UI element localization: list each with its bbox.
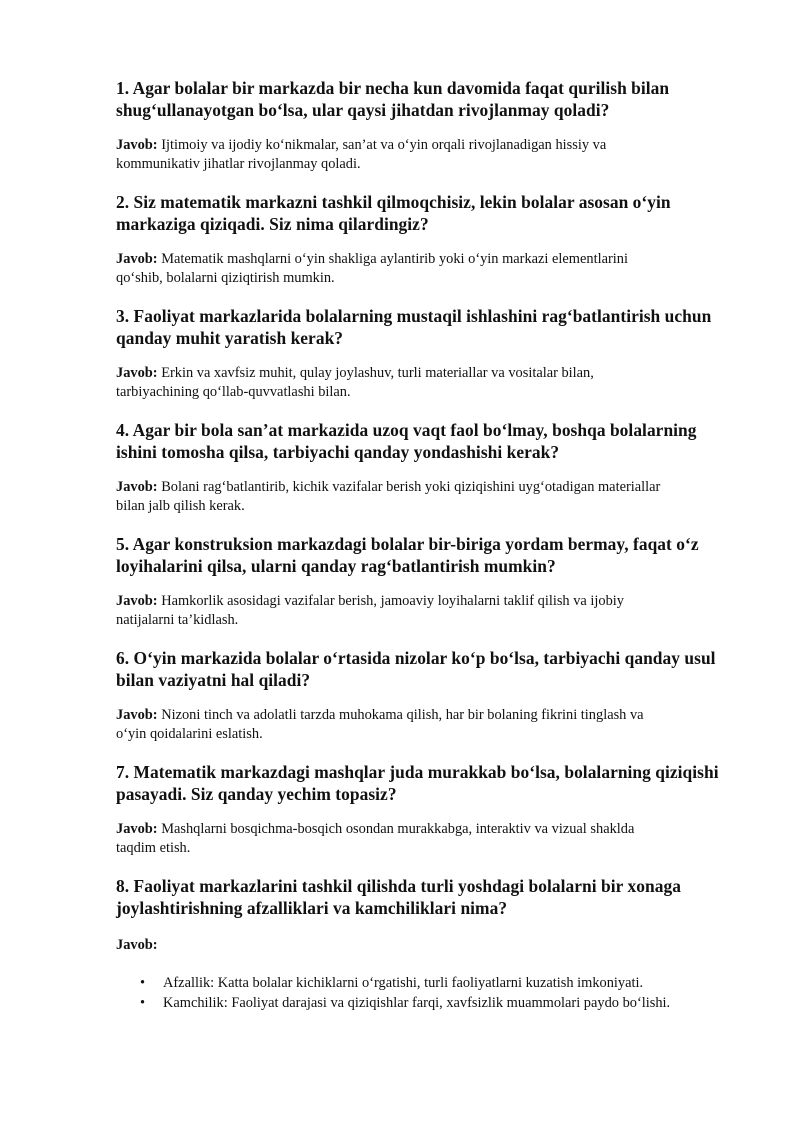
qa-item-3 [116,305,740,402]
answer-1-line-2: kommunikativ jihatlar rivojlanmay qoladi. [116,156,361,172]
answer-4 [116,478,740,516]
question-7-line-1: 7. Matematik markazdagi mashqlar juda murakkab bo‘lsa, bolalarning qiziqishi [116,762,719,782]
answer-2-line-2: qo‘shib, bolalarni qiziqtirish mumkin. [116,270,335,286]
answer-label: Javob: [116,251,158,267]
question-1 [116,77,740,121]
answer-6 [116,706,740,744]
qa-item-7 [116,761,740,858]
answer-4-line-2: bilan jalb qilish kerak. [116,498,245,514]
answer-5-line-1: Hamkorlik asosidagi vazifalar berish, jamoaviy loyihalarni taklif qilish va ijobiy [161,593,624,609]
question-1-line-1: 1. Agar bolalar bir markazda bir necha kun davomida faqat qurilish bilan [116,78,670,98]
answer-8 [116,936,740,955]
qa-item-8 [116,875,740,1013]
answer-3-line-1: Erkin va xavfsiz muhit, qulay joylashuv, turli materiallar va vositalar bilan, [161,365,594,381]
list-item-afzallik [116,973,740,993]
question-4 [116,419,740,463]
answer-1-line-1: Ijtimoiy va ijodiy ko‘nikmalar, san’at va o‘yin orqali rivojlanadigan hissiy va [161,137,607,153]
answer-1 [116,136,740,174]
answer-label: Javob: [116,821,158,837]
answer-2 [116,250,740,288]
answer-5-line-2: natijalarni ta’kidlash. [116,612,239,628]
bullet-icon: • [140,975,146,991]
answer-6-line-2: o‘yin qoidalarini eslatish. [116,726,263,742]
question-6-line-1: 6. O‘yin markazida bolalar o‘rtasida nizolar ko‘p bo‘lsa, tarbiyachi qanday usul [116,648,716,668]
question-2 [116,191,740,235]
bullet-text-2: Kamchilik: Faoliyat darajasi va qiziqishlar farqi, xavfsizlik muammolari paydo bo‘lishi. [163,995,671,1011]
answer-3-line-2: tarbiyachining qo‘llab-quvvatlashi bilan. [116,384,351,400]
question-5 [116,533,740,577]
question-3-line-1: 3. Faoliyat markazlarida bolalarning mustaqil ishlashini rag‘batlantirish uchun [116,306,712,326]
answer-label: Javob: [116,593,158,609]
question-7-line-2: pasayadi. Siz qanday yechim topasiz? [116,784,397,804]
bullet-text-1: Afzallik: Katta bolalar kichiklarni o‘rgatishi, turli faoliyatlarni kuzatish imkoniyati. [163,975,644,991]
answer-label: Javob: [116,937,158,953]
question-6-line-2: bilan vaziyatni hal qiladi? [116,670,311,690]
question-3 [116,305,740,349]
answer-label: Javob: [116,479,158,495]
qa-item-4 [116,419,740,516]
bullet-icon: • [140,995,146,1011]
question-8-line-2: joylashtirishning afzalliklari va kamchiliklari nima? [116,898,508,918]
question-8-line-1: 8. Faoliyat markazlarini tashkil qilishda turli yoshdagi bolalarni bir xonaga [116,876,681,896]
answer-label: Javob: [116,137,158,153]
question-7 [116,761,740,805]
question-8 [116,875,740,919]
question-6 [116,647,740,691]
question-3-line-2: qanday muhit yaratish kerak? [116,328,344,348]
question-4-line-2: ishini tomosha qilsa, tarbiyachi qanday yondashishi kerak? [116,442,560,462]
qa-item-5 [116,533,740,630]
list-item-kamchilik [116,993,740,1013]
answer-7-line-1: Mashqlarni bosqichma-bosqich osondan murakkabga, interaktiv va vizual shaklda [161,821,635,837]
answer-2-line-1: Matematik mashqlarni o‘yin shakliga aylantirib yoki o‘yin markazi elementlarini [161,251,628,267]
qa-item-1 [116,77,740,174]
answer-8-bullet-list [116,973,740,1013]
question-5-line-2: loyihalarini qilsa, ularni qanday rag‘batlantirish mumkin? [116,556,556,576]
question-1-line-2: shug‘ullanayotgan bo‘lsa, ular qaysi jihatdan rivojlanmay qoladi? [116,100,610,120]
answer-4-line-1: Bolani rag‘batlantirib, kichik vazifalar berish yoki qiziqishini uyg‘otadigan materiallar [161,479,661,495]
question-2-line-2: markaziga qiziqadi. Siz nima qilardingiz? [116,214,429,234]
answer-6-line-1: Nizoni tinch va adolatli tarzda muhokama qilish, har bir bolaning fikrini tinglash va [161,707,644,723]
answer-3 [116,364,740,402]
question-5-line-1: 5. Agar konstruksion markazdagi bolalar bir-biriga yordam bermay, faqat o‘z [116,534,699,554]
answer-7-line-2: taqdim etish. [116,840,191,856]
question-4-line-1: 4. Agar bir bola san’at markazida uzoq vaqt faol bo‘lmay, boshqa bolalarning [116,420,697,440]
answer-7 [116,820,740,858]
answer-label: Javob: [116,365,158,381]
answer-label: Javob: [116,707,158,723]
qa-item-6 [116,647,740,744]
answer-5 [116,592,740,630]
question-2-line-1: 2. Siz matematik markazni tashkil qilmoqchisiz, lekin bolalar asosan o‘yin [116,192,671,212]
qa-item-2 [116,191,740,288]
